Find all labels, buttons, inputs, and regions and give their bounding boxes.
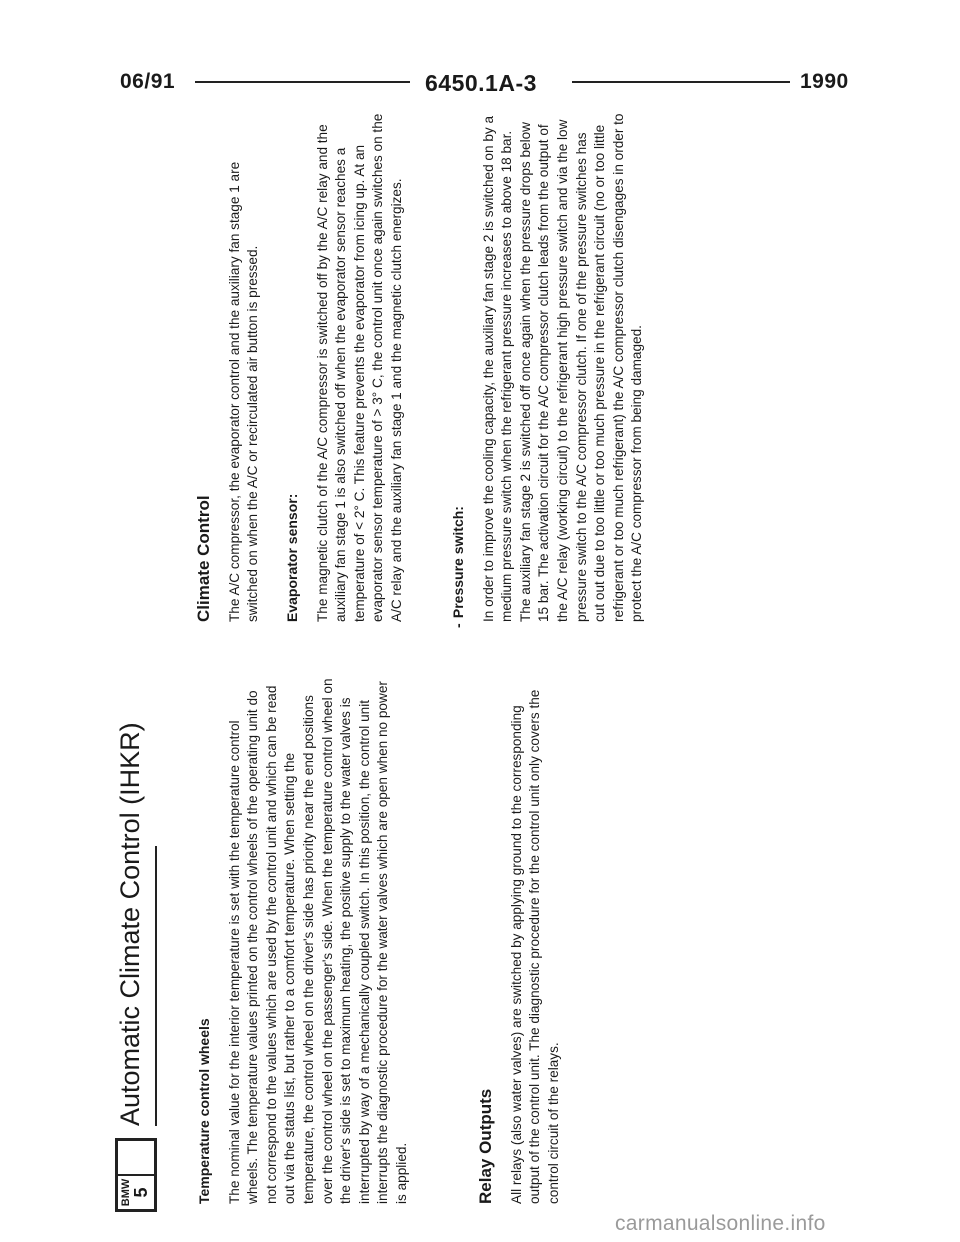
rotated-page-content xyxy=(115,102,675,1222)
watermark-text: carmanualsonline.info xyxy=(615,1212,826,1235)
header-year: 1990 xyxy=(800,70,849,93)
section-heading: Climate Control xyxy=(194,495,213,622)
section-body: The nominal value for the interior temperature is set with the temperature control wheels. The temperature values printed on the control wheels of the operating unit do not correspond to the values which are used by the control unit and which can be read out via the status list, but rather to a comfort temperature. When setting the temperature, the control wheel on the driver's side has priority near the end positions over the control wheel on the passenger's side. When the temperature control wheel on the driver's side is set to maximum heating, the positive supply to the water valves is interrupted by way of a mechanically coupled switch. In this position, the control unit interrupts the diagnostic procedure for the water valves which are open when no power is applied. xyxy=(226,678,409,1204)
section-heading-row xyxy=(449,112,468,628)
section-body: All relays (also water valves) are switched by applying ground to the corresponding output of the control unit. The diagnostic procedure for the control unit only covers the control circuit of the relays. xyxy=(508,689,561,1204)
section-heading: Temperature control wheels xyxy=(196,1018,212,1204)
header-rule-right xyxy=(572,81,790,83)
section-body: The magnetic clutch of the A/C compressor is switched off by the A/C relay and the auxiliary fan stage 1 is also switched off when the evaporator sensor reaches a temperature of < 2° C. This feature prevents the evaporator from icing up. At an evaporator sensor temperature of > 3° C, the control unit once again switches on the A/C relay and the auxiliary fan stage 1 and the magnetic clutch energizes. xyxy=(314,113,404,622)
section-pressure-switch xyxy=(449,112,647,628)
section-heading: Pressure switch: xyxy=(450,506,466,619)
section-body: In order to improve the cooling capacity, the auxiliary fan stage 2 is switched on by a medium pressure switch when the refrigerant pressure increases to above 18 bar. The auxiliary fan stage 2 is switched off once again when the pressure drops below 15 bar. The activation circuit for the A/C compressor clutch leads from the output of the A/C relay (working circuit) to the refrigerant high pressure switch and via the low pressure switch to the A/C compressor clutch. If one of the pressure switches has cut out due to too little or too much pressure in the refrigerant circuit (no or too little refrigerant or too much refrigerant) the A/C compressor clutch disengages in order to protect the A/C compressor from being damaged. xyxy=(480,113,645,622)
section-heading: Relay Outputs xyxy=(476,1088,495,1204)
header-rule-left xyxy=(195,81,410,83)
section-heading: Evaporator sensor: xyxy=(284,493,300,622)
section-climate-control xyxy=(195,112,263,622)
header-date: 06/91 xyxy=(120,70,176,93)
title-underline xyxy=(155,846,157,1126)
section-evaporator-sensor xyxy=(283,102,407,622)
section-body: The A/C compressor, the evaporator control and the auxiliary fan stage 1 are switched on when the A/C or recirculated air button is pressed. xyxy=(226,161,261,622)
section-temperature-wheels xyxy=(195,674,412,1204)
list-dash: - xyxy=(450,623,466,628)
section-relay-outputs xyxy=(477,684,563,1204)
logo-brand: BMW xyxy=(120,1178,132,1207)
page-title: Automatic Climate Control (IHKR) xyxy=(115,722,145,1126)
logo-series: 5 xyxy=(131,1187,151,1198)
header-page-code: 6450.1A-3 xyxy=(425,70,537,96)
bmw-5-logo xyxy=(115,1138,157,1212)
